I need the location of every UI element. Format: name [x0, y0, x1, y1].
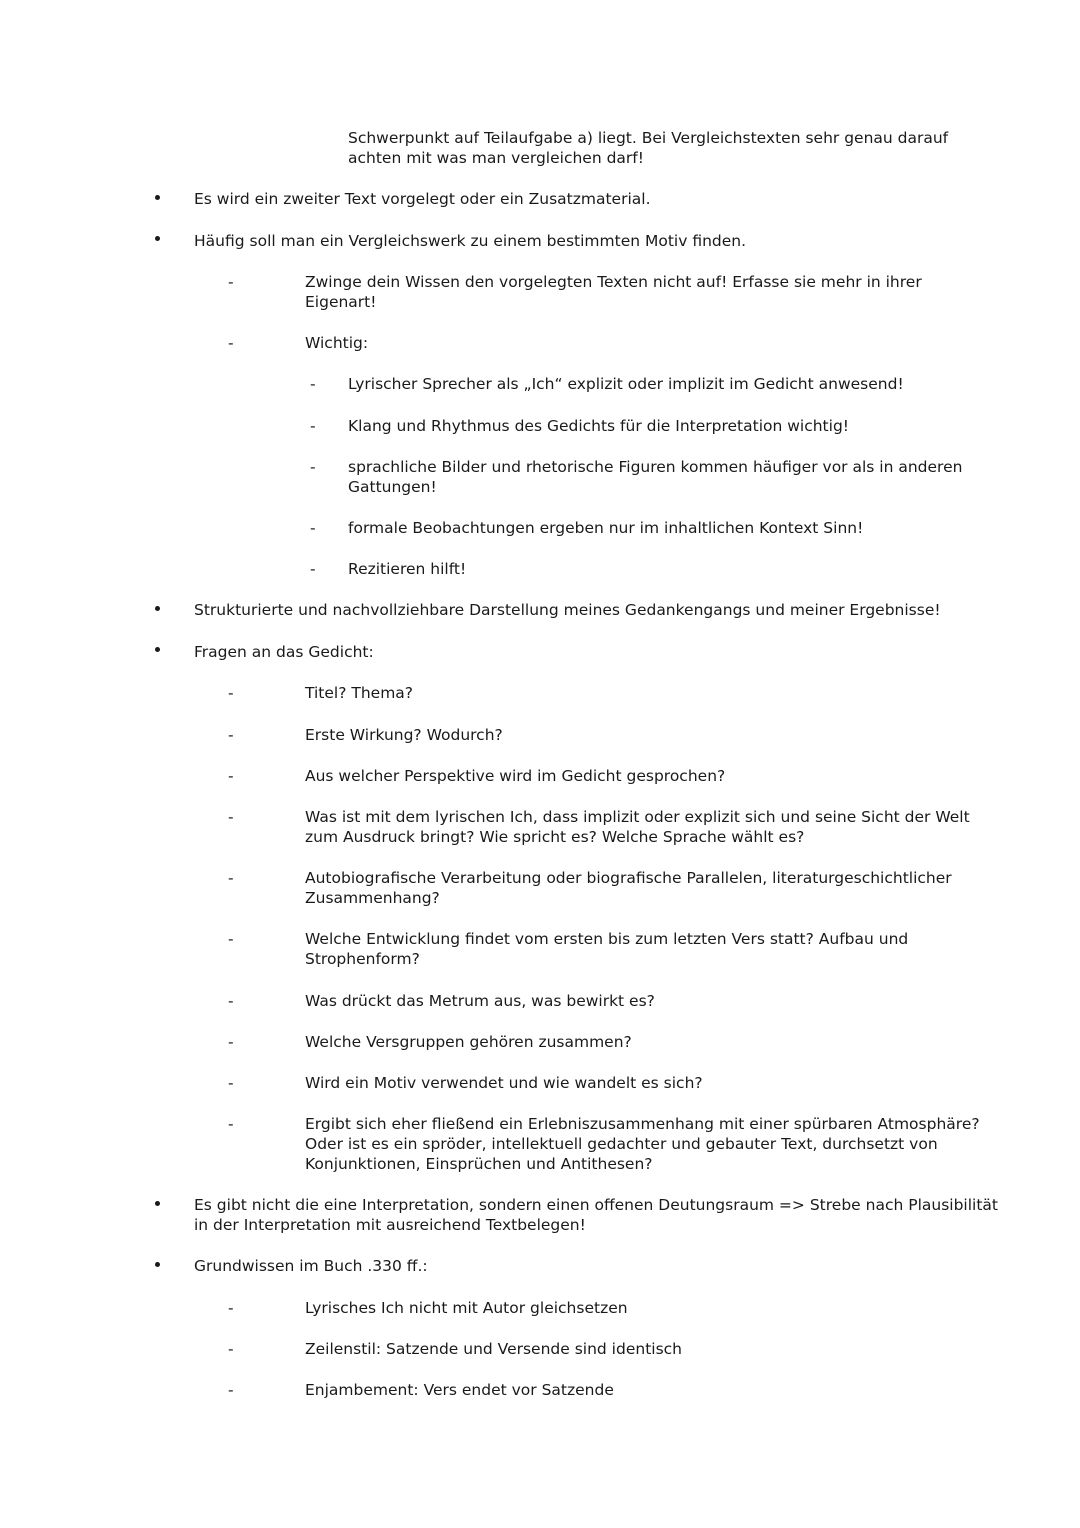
- wichtig-klang: Klang und Rhythmus des Gedichts für die Interpretation wichtig!: [348, 417, 849, 435]
- dash-marker: -: [310, 519, 316, 537]
- dash-marker: -: [228, 767, 234, 785]
- dash-marker: -: [310, 560, 316, 578]
- dash-marker: -: [228, 1340, 234, 1358]
- frage-erlebnis-line-3: Konjunktionen, Einsprüchen und Antithesen?: [305, 1155, 653, 1173]
- dash-marker: -: [228, 1074, 234, 1092]
- bullet-zweiter-text: Es wird ein zweiter Text vorgelegt oder ein Zusatzmaterial.: [194, 190, 651, 208]
- frage-erlebnis-line-2: Oder ist es ein spröder, intellektuell gedachter und gebauter Text, durchsetzt von: [305, 1135, 938, 1153]
- intro-line-1: Schwerpunkt auf Teilaufgabe a) liegt. Bei Vergleichstexten sehr genau darauf: [348, 129, 949, 147]
- dash-marker: -: [228, 684, 234, 702]
- bullet-deutung-line-2: in der Interpretation mit ausreichend Textbelegen!: [194, 1216, 586, 1234]
- frage-wirkung: Erste Wirkung? Wodurch?: [305, 726, 503, 744]
- bullet-dot: [155, 1201, 160, 1206]
- wichtig-formal: formale Beobachtungen ergeben nur im inhaltlichen Kontext Sinn!: [348, 519, 864, 537]
- frage-ich-line-1: Was ist mit dem lyrischen Ich, dass implizit oder explizit sich und seine Sicht der Welt: [305, 808, 970, 826]
- bullet-dot: [155, 647, 160, 652]
- dash-marker: -: [228, 334, 234, 352]
- bullet-dot: [155, 606, 160, 611]
- frage-versgruppen: Welche Versgruppen gehören zusammen?: [305, 1033, 632, 1051]
- wichtig-sprecher: Lyrischer Sprecher als „Ich“ explizit oder implizit im Gedicht anwesend!: [348, 375, 904, 393]
- frage-ich-line-2: zum Ausdruck bringt? Wie spricht es? Welche Sprache wählt es?: [305, 828, 805, 846]
- dash-marker: -: [228, 930, 234, 948]
- frage-auto-line-1: Autobiografische Verarbeitung oder biografische Parallelen, literaturgeschichtlicher: [305, 869, 952, 887]
- frage-erlebnis-line-1: Ergibt sich eher fließend ein Erlebniszusammenhang mit einer spürbaren Atmosphäre?: [305, 1115, 980, 1133]
- dash-marker: -: [228, 808, 234, 826]
- frage-metrum: Was drückt das Metrum aus, was bewirkt es?: [305, 992, 655, 1010]
- wichtig-rezitieren: Rezitieren hilft!: [348, 560, 467, 578]
- grundwissen-ich: Lyrisches Ich nicht mit Autor gleichsetzen: [305, 1299, 628, 1317]
- grundwissen-zeilenstil: Zeilenstil: Satzende und Versende sind identisch: [305, 1340, 682, 1358]
- intro-line-2: achten mit was man vergleichen darf!: [348, 149, 644, 167]
- bullet-dot: [155, 195, 160, 200]
- bullet-deutung-line-1: Es gibt nicht die eine Interpretation, sondern einen offenen Deutungsraum => Strebe nach Plausibilität: [194, 1196, 998, 1214]
- frage-auto-line-2: Zusammenhang?: [305, 889, 440, 907]
- dash-marker: -: [310, 458, 316, 476]
- bullet-dot: [155, 1262, 160, 1267]
- bullet-fragen: Fragen an das Gedicht:: [194, 643, 374, 661]
- dash-marker: -: [228, 726, 234, 744]
- dash-marker: -: [228, 1033, 234, 1051]
- dash-marker: -: [228, 869, 234, 887]
- bullet-dot: [155, 236, 160, 241]
- frage-motiv: Wird ein Motiv verwendet und wie wandelt es sich?: [305, 1074, 703, 1092]
- bullet-darstellung: Strukturierte und nachvollziehbare Darstellung meines Gedankengangs und meiner Ergebnisse!: [194, 601, 941, 619]
- frage-entwicklung-line-1: Welche Entwicklung findet vom ersten bis zum letzten Vers statt? Aufbau und: [305, 930, 909, 948]
- frage-titel: Titel? Thema?: [305, 684, 414, 702]
- dash-marker: -: [228, 992, 234, 1010]
- dash-marker: -: [228, 1115, 234, 1133]
- dash-marker: -: [310, 375, 316, 393]
- wichtig-bilder-line-1: sprachliche Bilder und rhetorische Figuren kommen häufiger vor als in anderen: [348, 458, 963, 476]
- dash-marker: -: [228, 1299, 234, 1317]
- dash-marker: -: [228, 1381, 234, 1399]
- wichtig-bilder-line-2: Gattungen!: [348, 478, 437, 496]
- zwinge-line-1: Zwinge dein Wissen den vorgelegten Texten nicht auf! Erfasse sie mehr in ihrer: [305, 273, 922, 291]
- grundwissen-enjambement: Enjambement: Vers endet vor Satzende: [305, 1381, 614, 1399]
- zwinge-line-2: Eigenart!: [305, 293, 377, 311]
- frage-entwicklung-line-2: Strophenform?: [305, 950, 420, 968]
- wichtig-label: Wichtig:: [305, 334, 369, 352]
- dash-marker: -: [310, 417, 316, 435]
- bullet-vergleichswerk: Häufig soll man ein Vergleichswerk zu einem bestimmten Motiv finden.: [194, 232, 747, 250]
- frage-perspektive: Aus welcher Perspektive wird im Gedicht gesprochen?: [305, 767, 726, 785]
- dash-marker: -: [228, 273, 234, 291]
- bullet-grundwissen: Grundwissen im Buch .330 ff.:: [194, 1257, 428, 1275]
